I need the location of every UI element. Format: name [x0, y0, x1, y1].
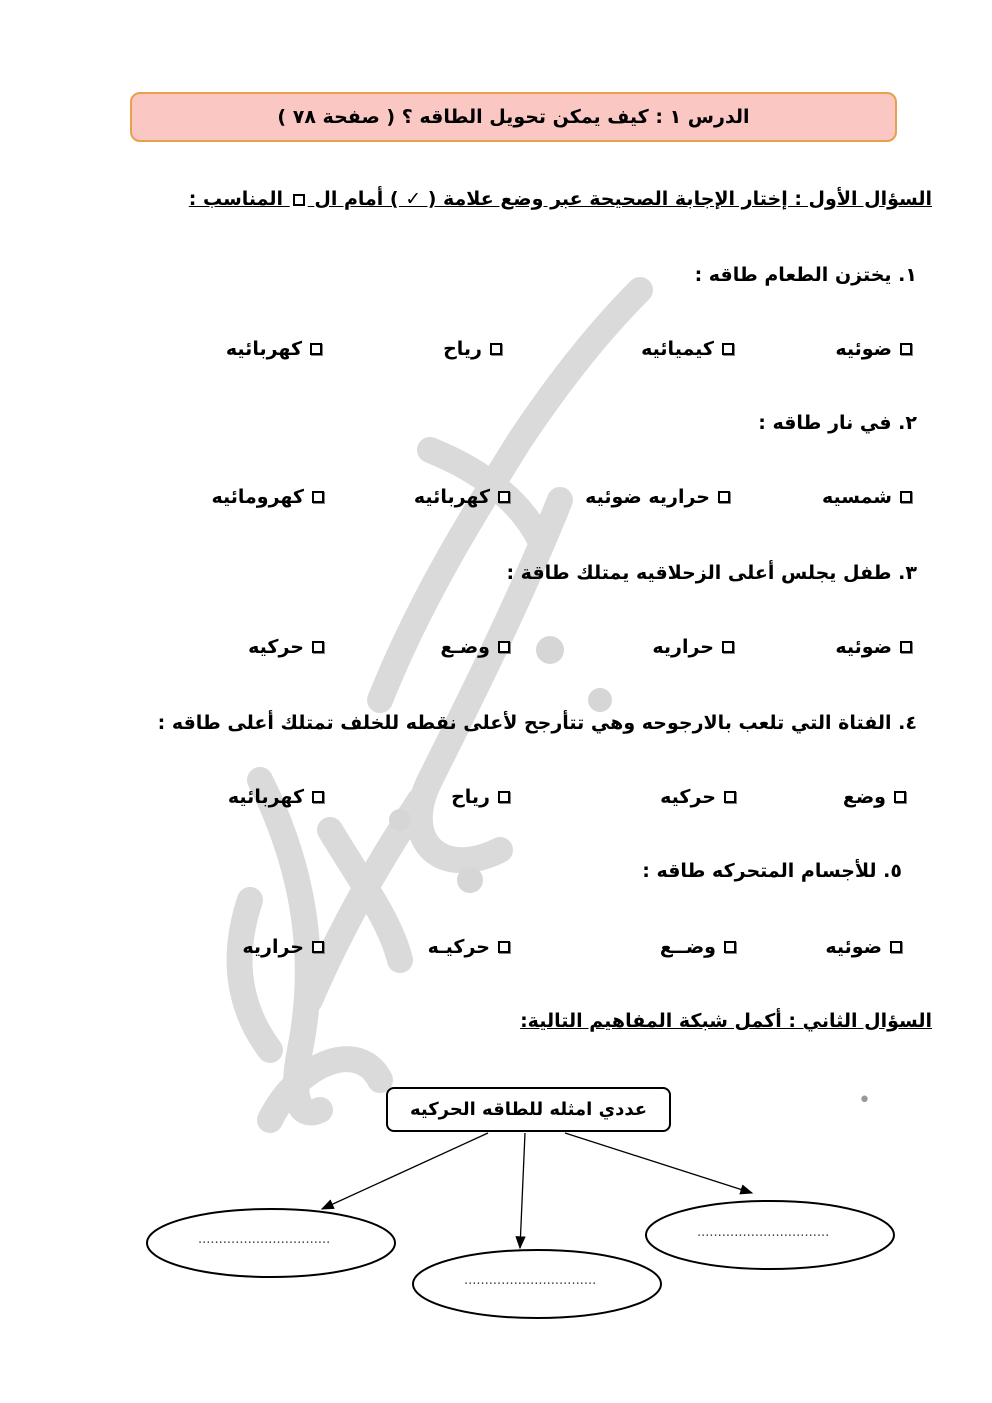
option-2-2[interactable]: حراريه ضوئيه [585, 486, 730, 508]
option-5-1[interactable]: ضوئيه [825, 936, 902, 958]
answer-blank-left[interactable]: ................................ [198, 1232, 331, 1247]
option-2-3[interactable]: كهربائيه [414, 486, 510, 508]
answer-blank-right[interactable]: ................................ [697, 1225, 830, 1240]
option-2-4[interactable]: كهرومائيه [211, 486, 324, 508]
option-3-3[interactable]: وضـع [440, 636, 510, 658]
lesson-title: الدرس ١ : كيف يمكن تحويل الطاقه ؟ ( صفحة ٧٨ ) [277, 106, 750, 128]
option-2-1[interactable]: شمسيه [822, 486, 912, 508]
concept-map-root: عددي امثله للطاقه الحركيه [386, 1087, 671, 1132]
question-item-3: ٣. طفل يجلس أعلى الزحلاقيه يمتلك طاقة : [506, 562, 917, 584]
question1-heading-end: المناسب : [188, 188, 284, 210]
option-1-2[interactable]: كيميائيه [641, 338, 734, 360]
question2-heading: السؤال الثاني : أكمل شبكة المفاهيم التالية: [520, 1010, 932, 1032]
option-1-1[interactable]: ضوئيه [835, 338, 912, 360]
option-3-1[interactable]: ضوئيه [835, 636, 912, 658]
option-4-3[interactable]: رياح [451, 786, 510, 808]
option-5-2[interactable]: وضــع [660, 936, 736, 958]
option-4-4[interactable]: كهربائيه [228, 786, 324, 808]
bullet-icon: • [858, 1088, 871, 1113]
answer-blank-middle[interactable]: ................................ [464, 1273, 597, 1288]
option-1-3[interactable]: رياح [443, 338, 502, 360]
option-3-4[interactable]: حركيه [248, 636, 324, 658]
option-3-2[interactable]: حراريه [652, 636, 734, 658]
question-item-4: ٤. الفتاة التي تلعب بالارجوحه وهي تتأرجح لأعلى نقطه للخلف تمتلك أعلى طاقه : [157, 712, 917, 734]
question-item-5: ٥. للأجسام المتحركه طاقه : [642, 860, 902, 882]
option-1-4[interactable]: كهربائيه [226, 338, 322, 360]
question1-heading-start: السؤال الأول : إختار الإجابة الصحيحة عبر وضع علامة ( ✓ ) أمام ال [314, 188, 932, 210]
option-4-2[interactable]: حركيه [660, 786, 736, 808]
option-5-4[interactable]: حراريه [242, 936, 324, 958]
question-item-2: ٢. في نار طاقه : [758, 412, 917, 434]
arrow-right [565, 1133, 752, 1193]
option-4-1[interactable]: وضع [843, 786, 906, 808]
arrow-left [322, 1133, 488, 1209]
option-5-3[interactable]: حركيـه [428, 936, 510, 958]
arrow-middle [520, 1133, 525, 1248]
question-item-1: ١. يختزن الطعام طاقه : [694, 264, 917, 286]
